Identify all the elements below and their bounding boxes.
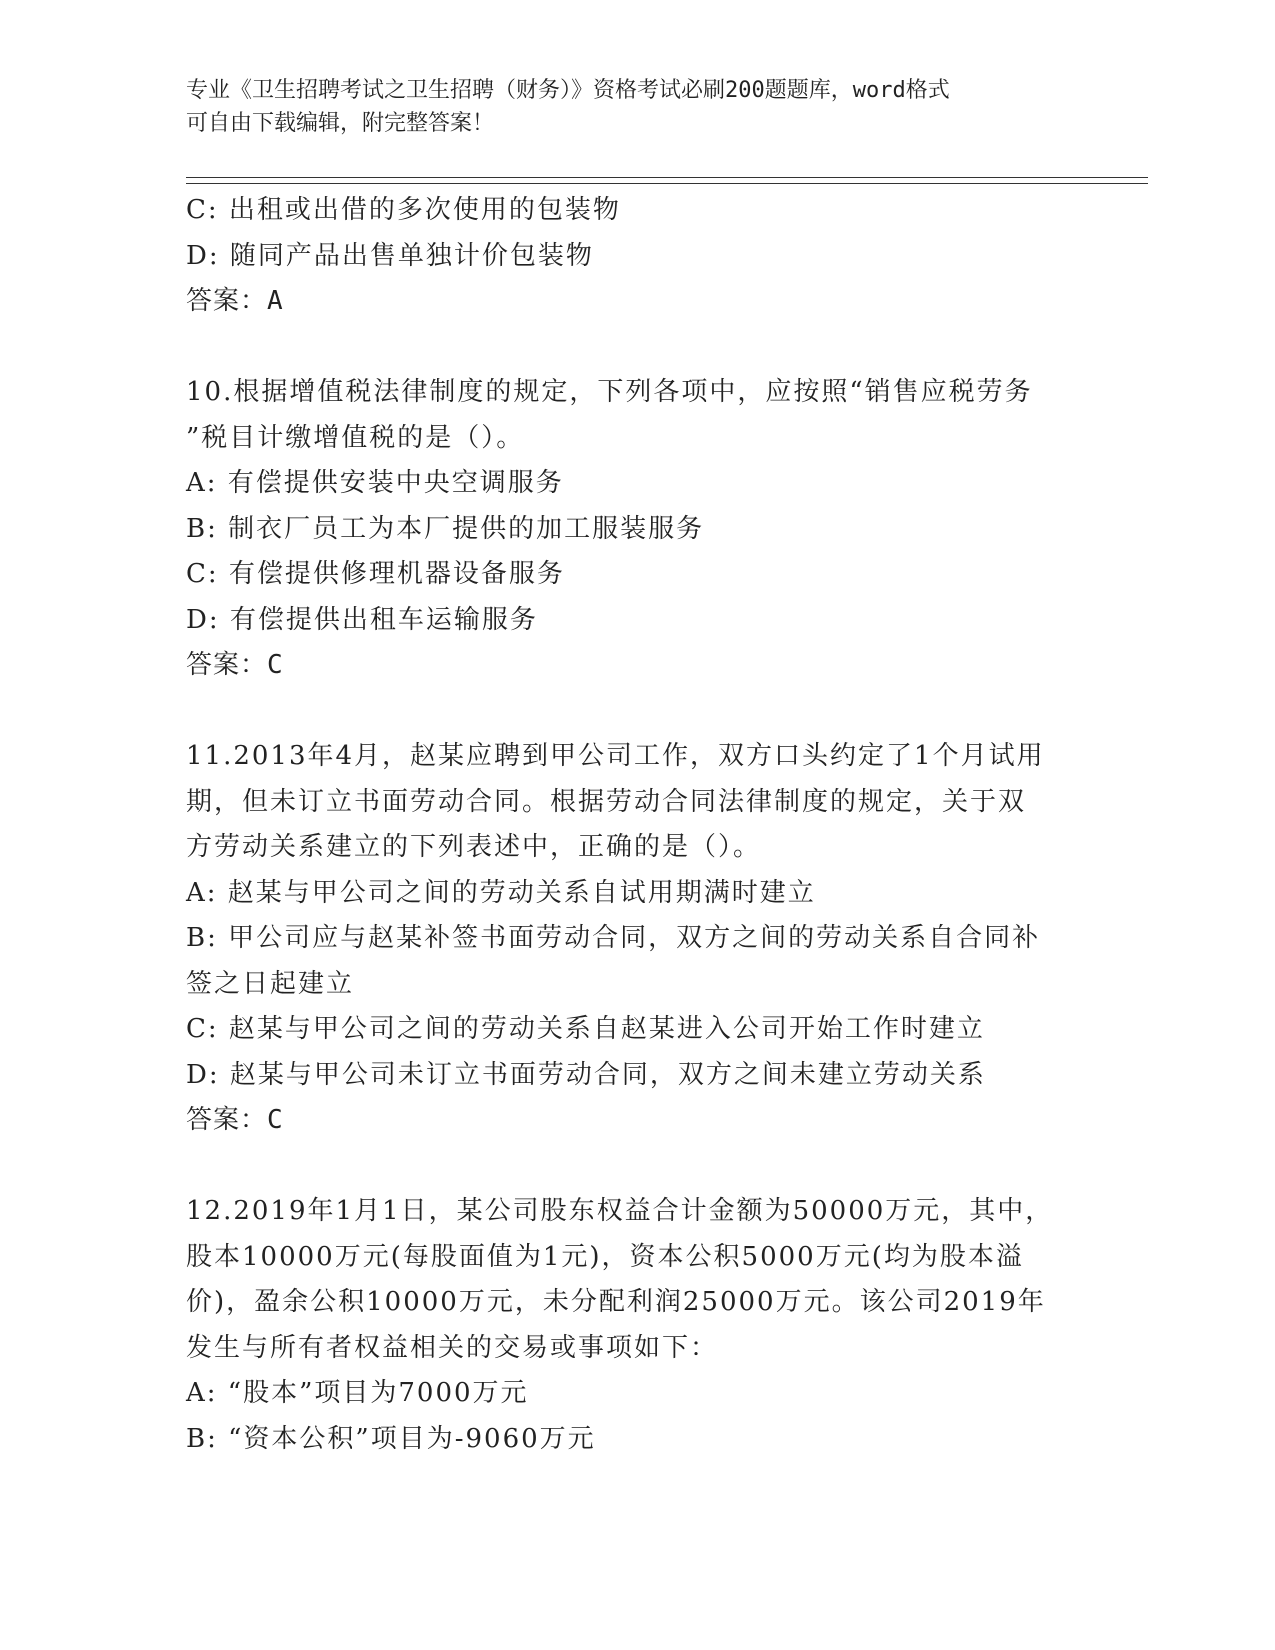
header-title-line-2: 可自由下载编辑，附完整答案！	[186, 111, 495, 136]
question-stem-line: 价)，盈余公积10000万元，未分配利润25000万元。该公司2019年	[186, 1287, 1046, 1317]
option-a: A: 有偿提供安装中央空调服务	[186, 468, 564, 498]
option-b: B: 制衣厂员工为本厂提供的加工服装服务	[186, 513, 705, 544]
header-divider-bottom	[186, 183, 1148, 184]
option-b: B: 甲公司应与赵某补签书面劳动合同，双方之间的劳动关系自合同补	[186, 923, 1041, 953]
header-title-line-1: 专业《卫生招聘考试之卫生招聘（财务）》资格考试必刷200题题库，word格式	[186, 78, 950, 103]
spacer	[186, 1144, 1086, 1190]
question-11	[186, 734, 1086, 1144]
question-10	[186, 370, 1086, 689]
spacer	[186, 325, 1086, 371]
option-a: A: “股本”项目为7000万元	[186, 1378, 529, 1408]
option-c: C: 赵某与甲公司之间的劳动关系自赵某进入公司开始工作时建立	[186, 1014, 985, 1044]
option-a: A: 赵某与甲公司之间的劳动关系自试用期满时建立	[186, 877, 816, 908]
header-divider-top	[186, 177, 1148, 178]
answer-label: 答案：	[186, 286, 268, 316]
question-stem-line: 12.2019年1月1日，某公司股东权益合计金额为50000万元，其中，	[186, 1196, 1054, 1226]
question-stem-line: 期，但未订立书面劳动合同。根据劳动合同法律制度的规定，关于双	[186, 786, 1027, 817]
answer-line	[186, 643, 1086, 689]
option-c: C: 出租或出借的多次使用的包装物	[186, 195, 621, 225]
question-stem-line: 11.2013年4月，赵某应聘到甲公司工作，双方口头约定了1个月试用	[186, 741, 1045, 771]
answer-line	[186, 1098, 1086, 1144]
question-stem-line: 方劳动关系建立的下列表述中，正确的是（）。	[186, 832, 762, 862]
answer-label: 答案：	[186, 650, 268, 680]
option-d: D: 随同产品出售单独计价包装物	[186, 240, 594, 271]
answer-value: C	[267, 1105, 284, 1135]
option-d: D: 赵某与甲公司未订立书面劳动合同，双方之间未建立劳动关系	[186, 1059, 986, 1090]
spacer	[186, 689, 1086, 735]
option-d: D: 有偿提供出租车运输服务	[186, 604, 538, 635]
answer-label: 答案：	[186, 1105, 268, 1135]
document-header	[186, 74, 1066, 140]
document-body	[186, 188, 1086, 1462]
question-9-continuation	[186, 188, 1086, 325]
answer-value: A	[267, 286, 284, 316]
option-b-continued: 签之日起建立	[186, 968, 355, 999]
question-stem-line: ”税目计缴增值税的是（）。	[186, 422, 525, 453]
question-stem-line: 股本10000万元(每股面值为1元)，资本公积5000万元(均为股本溢	[186, 1241, 1024, 1272]
question-stem-line: 发生与所有者权益相关的交易或事项如下：	[186, 1332, 719, 1363]
option-b: B: “资本公积”项目为-9060万元	[186, 1423, 596, 1454]
question-stem-line: 10.根据增值税法律制度的规定，下列各项中，应按照“销售应税劳务	[186, 377, 1033, 407]
answer-line	[186, 279, 1086, 325]
answer-value: C	[267, 650, 284, 680]
question-12	[186, 1189, 1086, 1462]
option-c: C: 有偿提供修理机器设备服务	[186, 559, 565, 589]
